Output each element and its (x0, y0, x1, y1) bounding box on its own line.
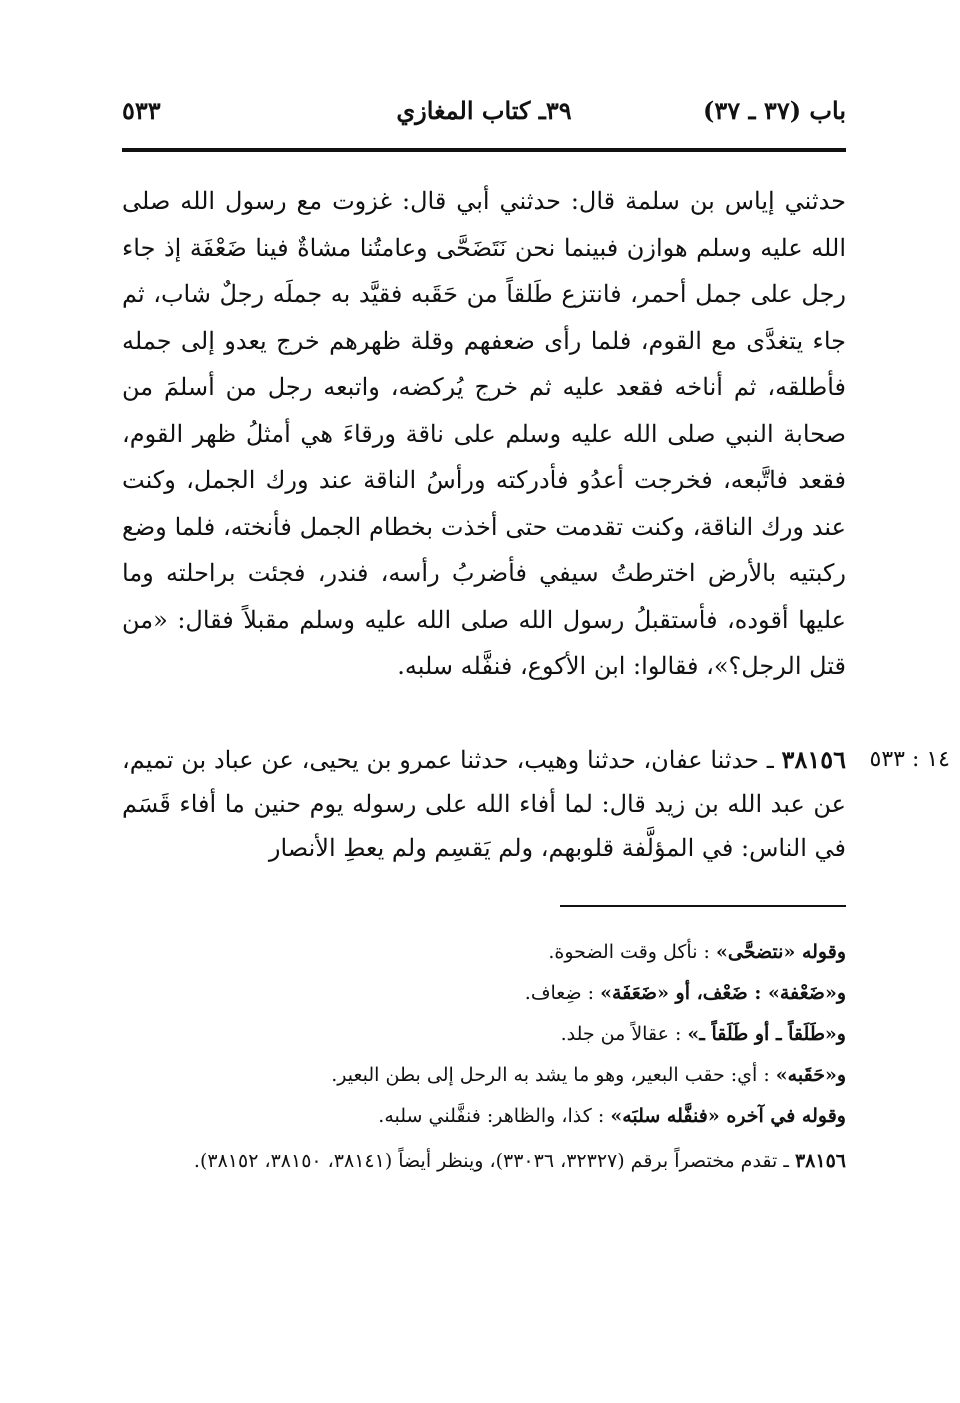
footnote-rule (560, 905, 846, 907)
footnote-term: وقوله في آخره «فنفَّله سلبَه» (610, 1105, 846, 1127)
narration-paragraph: حدثني إياس بن سلمة قال: حدثني أبي قال: غزوت مع رسول الله صلى الله عليه وسلم هوازن فبينما نحن نَتَضَحَّى وعامتُنا مشاةٌ فينا ضَعْفَة إذ جاء رجل على جمل أحمر، فانتزع طَلقاً من حَقَبه فقيَّد به جملَه رجلٌ شاب، ثم جاء يتغدَّى مع القوم، فلما رأى ضعفهم وقلة ظهرهم خرج يعدو إلى جمله فأطلقه، ثم أناخه فقعد عليه ثم خرج يُركضه، واتبعه رجل من أسلمَ من صحابة النبي صلى الله عليه وسلم على ناقة ورقاءَ هي أمثلُ ظهر القوم، فقعد فاتَّبعه، فخرجت أعدُو فأدركته ورأسُ الناقة عند ورك الجمل، وكنت عند ورك الناقة، وكنت تقدمت حتى أخذت بخطام الجمل فأنخته، فلما وضع ركبتيه بالأرض اخترطتُ سيفي فأضربُ رأسه، فندر، فجئت براحلته وما عليها أقوده، فأستقبلُ رسول الله صلى الله عليه وسلم مقبلاً فقال: «من قتل الرجل؟»، فقالوا: ابن الأكوع، فنفَّله سلبه. (122, 187, 846, 680)
footnote (122, 1061, 846, 1089)
footnote-gloss: : عقالاً من جلد. (560, 1023, 688, 1045)
footnote (122, 938, 846, 966)
footnotes (122, 938, 846, 1192)
footnote (122, 979, 846, 1007)
main-text (122, 178, 846, 690)
footnote-term: وقوله «نتضحَّى» (715, 941, 846, 963)
hadith-text: ـ حدثنا عفان، حدثنا وهيب، حدثنا عمرو بن يحيى، عن عباد بن تميم، عن عبد الله بن زيد قال: لما أفاء الله على رسوله يوم حنين ما أفاء قَسَم في الناس: في المؤلَّفة قلوبهم، ولم يَقسِم ولم يعطِ الأنصار (122, 746, 847, 862)
footnote (122, 1102, 846, 1130)
footnote-gloss: : كذا، والظاهر: فنفَّلني سلبه. (378, 1105, 611, 1127)
running-header (122, 88, 846, 148)
margin-reference: ١٤ : ٥٣٣ (869, 747, 950, 772)
footnote-gloss: ـ تقدم مختصراً برقم (٣٢٣٢٧، ٣٣٠٣٦)، وينظر أيضاً (٣٨١٤١، ٣٨١٥٠، ٣٨١٥٢). (193, 1150, 795, 1172)
footnote-term: ٣٨١٥٦ (794, 1150, 846, 1172)
footnote-gloss: : أي: حقب البعير، وهو ما يشد به الرحل إلى بطن البعير. (331, 1064, 776, 1086)
footnote-term: و«طَلَقاً ـ أو طَلَقاً ـ» (687, 1023, 846, 1045)
hadith-paragraph (122, 738, 846, 870)
hadith-number: ٣٨١٥٦ (781, 745, 846, 774)
chapter-heading: باب (٣٧ ـ ٣٧) (703, 96, 846, 125)
footnote-cross-reference (122, 1143, 846, 1179)
footnote-term: و«حَقَبه» (775, 1064, 846, 1086)
footnote-gloss: : نأكل وقت الضحوة. (548, 941, 716, 963)
footnote (122, 1020, 846, 1048)
page-number: ٥٣٣ (122, 96, 161, 125)
footnote-gloss: : ضِعاف. (524, 982, 601, 1004)
hadith-entry (122, 738, 846, 870)
book-title: ٣٩ـ كتاب المغازي (396, 96, 572, 125)
header-rule (122, 148, 846, 152)
footnote-term: و«ضَعْفة» : ضَعْف، أو «ضَعَفَة» (600, 982, 846, 1004)
